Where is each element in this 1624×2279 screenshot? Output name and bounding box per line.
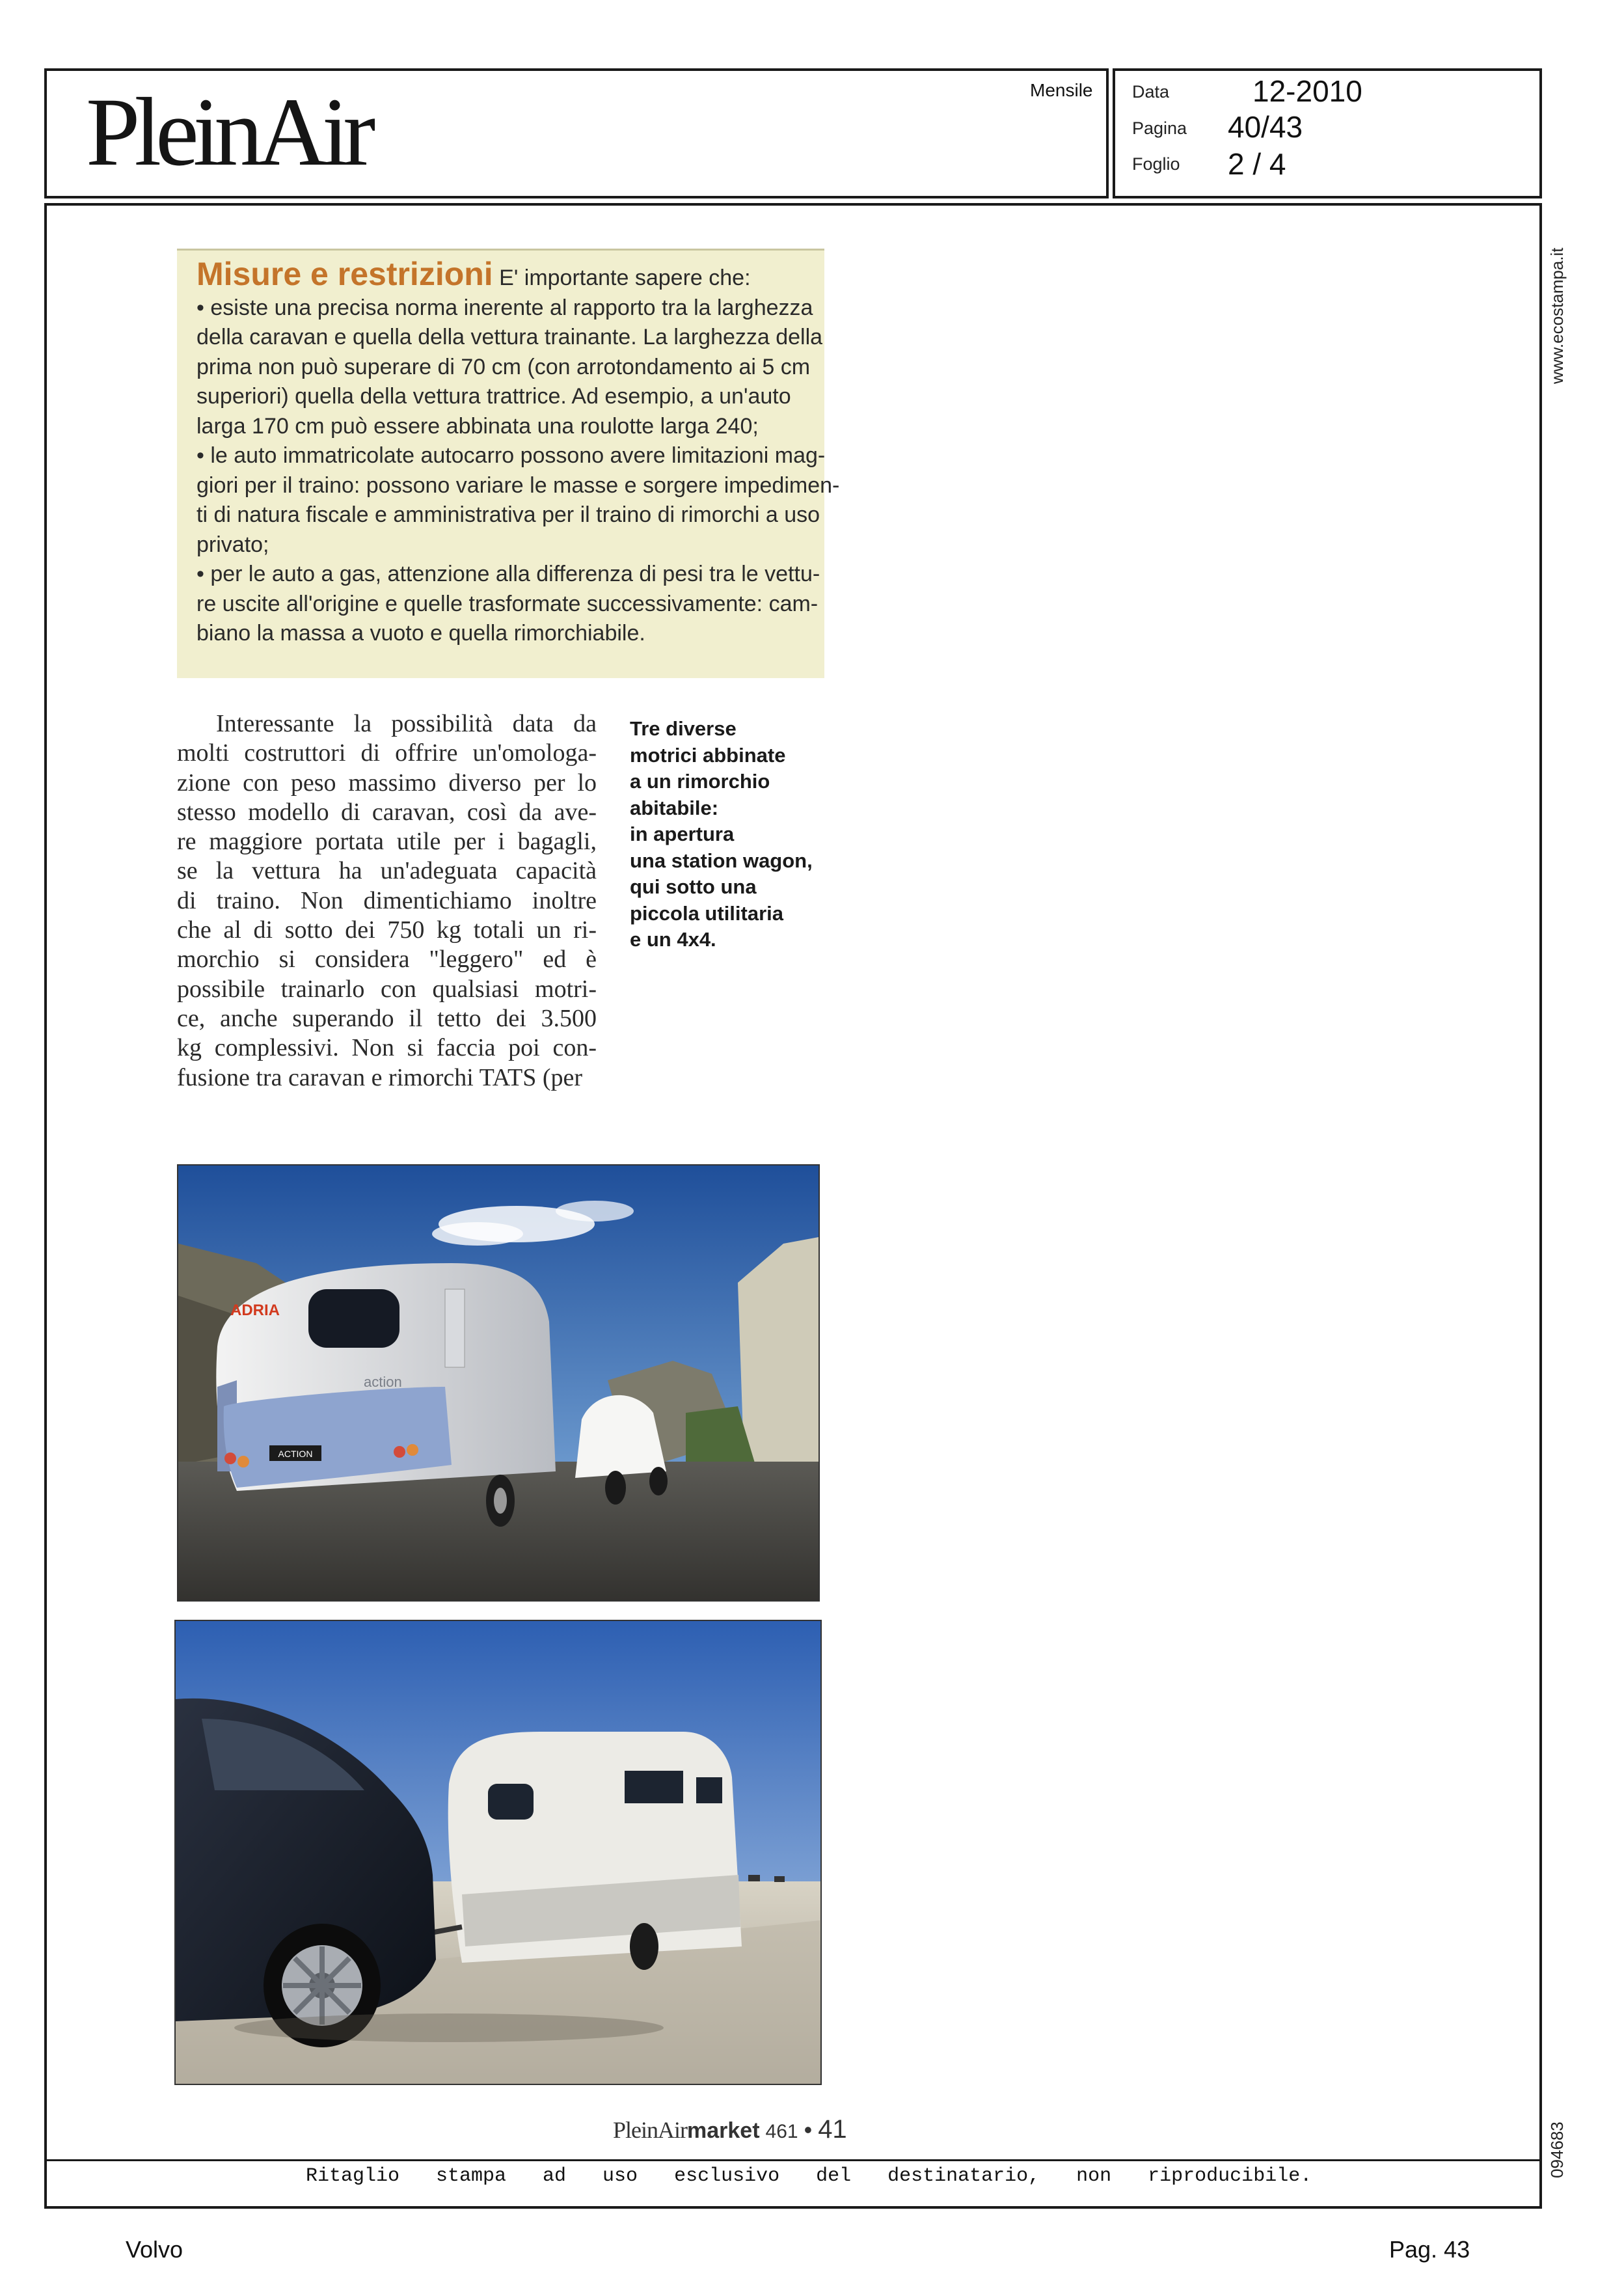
body-line: re maggiore portata utile per i bagagli,: [177, 828, 597, 856]
box-line: superiori) quella della vettura trattrice. Ad esempio, a un'auto: [196, 384, 791, 409]
box-line: • per le auto a gas, attenzione alla differenza di pesi tra le vettu-: [196, 562, 820, 586]
archive-code: 094683: [1547, 2122, 1567, 2178]
caption-line: Tre diverse: [630, 717, 737, 740]
body-line: kg complessivi. Non si faccia poi con-: [177, 1034, 597, 1062]
sidebar-intro: E' importante sapere che:: [499, 266, 751, 290]
footer-bullet: •: [804, 2116, 813, 2143]
caption-line: piccola utilitaria: [630, 901, 784, 925]
caption-line: qui sotto una: [630, 875, 757, 898]
article-body: [177, 709, 597, 1093]
box-line: ti di natura fiscale e amministrativa per il traino di rimorchi a uso: [196, 502, 820, 527]
ritaglio-divider: [47, 2159, 1541, 2161]
body-line: Interessante la possibilità data da: [216, 710, 597, 737]
caption-line: abitabile:: [630, 796, 719, 819]
box-line: della caravan e quella della vettura trainante. La larghezza della: [196, 325, 823, 349]
caption-line: una station wagon,: [630, 849, 813, 872]
box-line: privato;: [196, 532, 269, 557]
caption-line: a un rimorchio: [630, 770, 770, 793]
photo-model-label: action: [364, 1374, 402, 1390]
box-line: • esiste una precisa norma inerente al rapporto tra la larghezza: [196, 295, 813, 320]
sidebar-text: [196, 293, 840, 649]
caption-line: motrici abbinate: [630, 743, 786, 767]
photo-caption: [630, 716, 845, 953]
body-line: se la vettura ha un'adeguata capacità: [177, 857, 597, 885]
box-line: re uscite all'origine e quelle trasformate successivamente: cam-: [196, 591, 819, 616]
body-line: di traino. Non dimentichiamo inoltre: [177, 886, 597, 914]
body-line: che al di sotto dei 750 kg totali un ri-: [177, 916, 597, 944]
body-line: ce, anche superando il tetto dei 3.500: [177, 1004, 597, 1032]
footer-magazine-credit: [613, 2115, 847, 2144]
frequency-label: Mensile: [1030, 80, 1093, 100]
masthead-logo: PleinAir: [86, 78, 370, 186]
caption-line: in apertura: [630, 823, 735, 845]
footer-magazine-name: PleinAir: [613, 2117, 687, 2143]
data-value: 12-2010: [1252, 74, 1362, 108]
photo-plate-label: ACTION: [278, 1449, 313, 1459]
box-line: biano la massa a vuoto e quella rimorchiabile.: [196, 621, 645, 646]
body-line: possibile trainarlo con qualsiasi motri-: [177, 975, 597, 1003]
ecostampa-url: www.ecostampa.it: [1547, 247, 1567, 384]
foglio-label: Foglio: [1132, 154, 1180, 174]
photo-adria-caravan: [177, 1164, 820, 1602]
photo-hobby-caravan-4x4: [174, 1620, 822, 2085]
sidebar-box: [177, 249, 840, 678]
bottom-right-page: Pag. 43: [1389, 2236, 1470, 2263]
footer-issue: 461: [765, 2121, 798, 2142]
foglio-value: 2 / 4: [1228, 147, 1286, 181]
footer-market: market: [687, 2118, 760, 2143]
caption-line: e un 4x4.: [630, 928, 716, 951]
pagina-label: Pagina: [1132, 118, 1187, 138]
box-line: prima non può superare di 70 cm (con arrotondamento ai 5 cm: [196, 354, 811, 379]
box-line: larga 170 cm può essere abbinata una roulotte larga 240;: [196, 413, 759, 439]
footer-page-number: 41: [818, 2115, 847, 2144]
box-line: giori per il traino: possono variare le masse e sorgere impedimen-: [196, 472, 840, 498]
sidebar-title: Misure e restrizioni: [196, 256, 493, 292]
data-label: Data: [1132, 82, 1170, 102]
photo-brand-label: ADRIA: [230, 1302, 280, 1319]
box-line: • le auto immatricolate autocarro possono avere limitazioni mag-: [196, 443, 826, 468]
body-line: morchio si considera "leggero" ed è: [177, 946, 597, 974]
body-line: fusione tra caravan e rimorchi TATS (per: [177, 1063, 583, 1091]
pagina-value: 40/43: [1228, 110, 1303, 144]
ritaglio-notice: Ritaglio stampa ad uso esclusivo del destinatario, non riproducibile.: [306, 2165, 1312, 2187]
body-line: zione con peso massimo diverso per lo: [177, 769, 597, 797]
body-line: molti costruttori di offrire un'omologa-: [177, 739, 597, 767]
bottom-left-client: Volvo: [126, 2236, 183, 2263]
body-line: stesso modello di caravan, così da ave-: [177, 798, 597, 826]
